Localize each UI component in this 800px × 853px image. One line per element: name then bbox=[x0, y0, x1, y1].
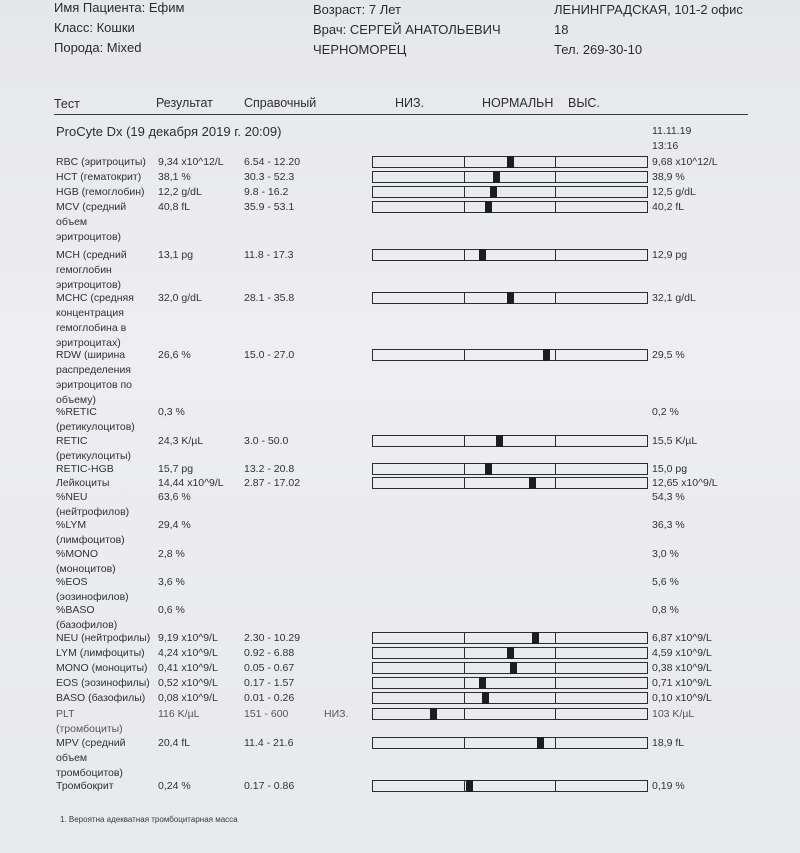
test-result: 29,4 % bbox=[158, 519, 191, 531]
test-result: 4,24 x10^9/L bbox=[158, 647, 218, 659]
previous-result: 0,8 % bbox=[652, 604, 679, 616]
result-marker bbox=[479, 249, 486, 261]
test-result: 0,52 x10^9/L bbox=[158, 677, 218, 689]
analyzer-title: ProCyte Dx (19 декабря 2019 г. 20:09) bbox=[56, 124, 282, 139]
range-bar bbox=[372, 632, 648, 644]
previous-result: 0,38 x10^9/L bbox=[652, 662, 712, 674]
test-name: EOS (эозинофилы) bbox=[56, 677, 150, 689]
test-name: BASO (базофилы) bbox=[56, 692, 146, 704]
test-name: %MONO bbox=[56, 548, 98, 560]
result-marker bbox=[507, 156, 514, 168]
test-name: RETIC bbox=[56, 435, 88, 447]
range-divider bbox=[464, 693, 465, 703]
test-name: (нейтрофилов) bbox=[56, 506, 130, 518]
range-divider bbox=[555, 633, 556, 643]
range-divider bbox=[555, 478, 556, 488]
previous-result: 36,3 % bbox=[652, 519, 685, 531]
result-marker bbox=[493, 171, 500, 183]
range-bar bbox=[372, 156, 648, 168]
result-marker bbox=[466, 780, 473, 792]
previous-result: 12,5 g/dL bbox=[652, 186, 696, 198]
test-name: HCT (гематокрит) bbox=[56, 171, 142, 183]
result-marker bbox=[490, 186, 497, 198]
test-name: %RETIC bbox=[56, 406, 97, 418]
range-divider bbox=[464, 709, 465, 719]
range-divider bbox=[464, 436, 465, 446]
range-divider bbox=[464, 633, 465, 643]
test-result: 20,4 fL bbox=[158, 737, 191, 749]
range-divider bbox=[555, 436, 556, 446]
test-reference: 6.54 - 12.20 bbox=[244, 156, 301, 168]
test-name: концентрация bbox=[56, 307, 124, 319]
range-bar bbox=[372, 249, 648, 261]
test-name: %BASO bbox=[56, 604, 95, 616]
range-divider bbox=[464, 187, 465, 197]
range-divider bbox=[464, 663, 465, 673]
test-name: HGB (гемоглобин) bbox=[56, 186, 145, 198]
result-marker bbox=[485, 201, 492, 213]
test-name: объем bbox=[56, 216, 88, 228]
previous-result: 103 K/µL bbox=[652, 708, 695, 720]
range-divider bbox=[464, 202, 465, 212]
result-marker bbox=[529, 477, 536, 489]
test-name: MCHC (средняя bbox=[56, 292, 134, 304]
test-result: 14,44 x10^9/L bbox=[158, 477, 224, 489]
range-divider bbox=[555, 663, 556, 673]
range-divider bbox=[555, 648, 556, 658]
previous-result: 40,2 fL bbox=[652, 201, 685, 213]
previous-result: 18,9 fL bbox=[652, 737, 685, 749]
previous-result: 0,19 % bbox=[652, 780, 685, 792]
previous-result: 54,3 % bbox=[652, 491, 685, 503]
test-reference: 2.87 - 17.02 bbox=[244, 477, 301, 489]
previous-date: 11.11.19 bbox=[652, 125, 692, 137]
range-divider bbox=[555, 350, 556, 360]
test-name: PLT bbox=[56, 708, 75, 720]
test-result: 2,8 % bbox=[158, 548, 185, 560]
test-name: MCH (средний bbox=[56, 249, 127, 261]
test-reference: 30.3 - 52.3 bbox=[244, 171, 295, 183]
range-divider bbox=[464, 678, 465, 688]
test-reference: 2.30 - 10.29 bbox=[244, 632, 301, 644]
test-name: %LYM bbox=[56, 519, 87, 531]
result-marker bbox=[532, 632, 539, 644]
previous-result: 5,6 % bbox=[652, 576, 679, 588]
header-divider bbox=[54, 114, 748, 115]
test-reference: 0.92 - 6.88 bbox=[244, 647, 295, 659]
test-name: %EOS bbox=[56, 576, 88, 588]
test-result: 116 K/µL bbox=[158, 708, 200, 720]
range-divider bbox=[555, 738, 556, 748]
col-low: НИЗ. bbox=[395, 96, 425, 110]
range-bar bbox=[372, 662, 648, 674]
test-name: NEU (нейтрофилы) bbox=[56, 632, 151, 644]
col-normal: НОРМАЛЬН bbox=[482, 96, 554, 110]
test-name: тромбоцитов) bbox=[56, 767, 123, 779]
range-divider bbox=[555, 202, 556, 212]
patient-class: Класс: Кошки bbox=[54, 20, 135, 35]
previous-result: 3,0 % bbox=[652, 548, 679, 560]
range-bar bbox=[372, 737, 648, 749]
patient-breed: Порода: Mixed bbox=[54, 40, 142, 55]
test-name: Лейкоциты bbox=[56, 477, 110, 489]
test-name: эритроцитов) bbox=[56, 231, 122, 243]
range-bar bbox=[372, 708, 648, 720]
test-reference: 0.17 - 0.86 bbox=[244, 780, 295, 792]
test-name: эритроцитов по bbox=[56, 379, 132, 391]
range-bar bbox=[372, 692, 648, 704]
range-divider bbox=[555, 781, 556, 791]
test-result: 26,6 % bbox=[158, 349, 191, 361]
test-name: объем bbox=[56, 752, 88, 764]
range-divider bbox=[464, 293, 465, 303]
range-divider bbox=[555, 709, 556, 719]
previous-result: 0,71 x10^9/L bbox=[652, 677, 712, 689]
range-bar bbox=[372, 677, 648, 689]
test-reference: 9.8 - 16.2 bbox=[244, 186, 289, 198]
test-name: (базофилов) bbox=[56, 619, 118, 631]
range-bar bbox=[372, 201, 648, 213]
range-divider bbox=[464, 781, 465, 791]
clinic-address: ЛЕНИНГРАДСКАЯ, 101-2 офис bbox=[554, 2, 743, 17]
range-divider bbox=[555, 172, 556, 182]
test-reference: 28.1 - 35.8 bbox=[244, 292, 295, 304]
range-bar bbox=[372, 463, 648, 475]
test-name: MPV (средний bbox=[56, 737, 126, 749]
test-result: 3,6 % bbox=[158, 576, 185, 588]
col-reference: Справочный bbox=[244, 96, 317, 110]
doctor-surname: ЧЕРНОМОРЕЦ bbox=[313, 42, 407, 57]
range-divider bbox=[555, 678, 556, 688]
test-name: MCV (средний bbox=[56, 201, 127, 213]
range-bar bbox=[372, 477, 648, 489]
test-result: 40,8 fL bbox=[158, 201, 191, 213]
result-marker bbox=[507, 647, 514, 659]
test-name: (ретикулоцитов) bbox=[56, 421, 135, 433]
range-divider bbox=[464, 478, 465, 488]
doctor-name: Врач: СЕРГЕЙ АНАТОЛЬЕВИЧ bbox=[313, 22, 501, 37]
test-result: 63,6 % bbox=[158, 491, 191, 503]
result-marker bbox=[537, 737, 544, 749]
test-reference: 15.0 - 27.0 bbox=[244, 349, 295, 361]
result-marker bbox=[485, 463, 492, 475]
test-result: 0,08 x10^9/L bbox=[158, 692, 218, 704]
range-bar bbox=[372, 780, 648, 792]
previous-result: 9,68 x10^12/L bbox=[652, 156, 718, 168]
range-divider bbox=[555, 293, 556, 303]
test-name: (ретикулоциты) bbox=[56, 450, 132, 462]
clinic-address-office: 18 bbox=[554, 22, 569, 37]
test-name: гемоглобина в bbox=[56, 322, 127, 334]
range-divider bbox=[464, 738, 465, 748]
test-name: (моноцитов) bbox=[56, 563, 116, 575]
test-reference: 151 - 600 bbox=[244, 708, 289, 720]
col-high: ВЫС. bbox=[568, 96, 600, 110]
test-name: объему) bbox=[56, 394, 96, 406]
test-result: 32,0 g/dL bbox=[158, 292, 202, 304]
result-marker bbox=[510, 662, 517, 674]
result-marker bbox=[543, 349, 550, 361]
range-divider bbox=[464, 250, 465, 260]
test-reference: 0.05 - 0.67 bbox=[244, 662, 295, 674]
result-marker bbox=[479, 677, 486, 689]
patient-name: Имя Пациента: Ефим bbox=[54, 0, 185, 15]
range-divider bbox=[464, 648, 465, 658]
range-bar bbox=[372, 186, 648, 198]
test-name: MONO (моноциты) bbox=[56, 662, 148, 674]
range-divider bbox=[464, 172, 465, 182]
previous-result: 29,5 % bbox=[652, 349, 685, 361]
previous-result: 12,65 x10^9/L bbox=[652, 477, 718, 489]
low-flag: НИЗ. bbox=[324, 708, 349, 720]
result-marker bbox=[430, 708, 437, 720]
range-divider bbox=[555, 157, 556, 167]
test-name: (тромбоциты) bbox=[56, 723, 123, 735]
test-reference: 11.4 - 21.6 bbox=[244, 737, 294, 749]
patient-age: Возраст: 7 Лет bbox=[313, 2, 401, 17]
range-divider bbox=[555, 250, 556, 260]
test-result: 0,6 % bbox=[158, 604, 185, 616]
test-result: 13,1 pg bbox=[158, 249, 194, 261]
test-name: (лимфоцитов) bbox=[56, 534, 125, 546]
previous-result: 4,59 x10^9/L bbox=[652, 647, 712, 659]
range-divider bbox=[464, 350, 465, 360]
test-name: (эозинофилов) bbox=[56, 591, 129, 603]
previous-time: 13:16 bbox=[652, 140, 679, 152]
test-name: эритроцитов) bbox=[56, 279, 122, 291]
test-name: Тромбокрит bbox=[56, 780, 114, 792]
range-bar bbox=[372, 435, 648, 447]
test-reference: 11.8 - 17.3 bbox=[244, 249, 294, 261]
test-reference: 13.2 - 20.8 bbox=[244, 463, 295, 475]
col-test: Тест bbox=[54, 97, 80, 111]
previous-result: 12,9 pg bbox=[652, 249, 688, 261]
range-divider bbox=[464, 157, 465, 167]
test-reference: 35.9 - 53.1 bbox=[244, 201, 295, 213]
previous-result: 15,0 pg bbox=[652, 463, 688, 475]
test-result: 9,34 x10^12/L bbox=[158, 156, 224, 168]
test-name: эритроцитах) bbox=[56, 337, 121, 349]
test-result: 0,3 % bbox=[158, 406, 185, 418]
test-result: 12,2 g/dL bbox=[158, 186, 202, 198]
range-divider bbox=[555, 693, 556, 703]
test-reference: 3.0 - 50.0 bbox=[244, 435, 289, 447]
range-bar bbox=[372, 292, 648, 304]
range-divider bbox=[464, 464, 465, 474]
test-result: 24,3 K/µL bbox=[158, 435, 204, 447]
test-name: RBC (эритроциты) bbox=[56, 156, 146, 168]
test-reference: 0.01 - 0.26 bbox=[244, 692, 295, 704]
test-name: %NEU bbox=[56, 491, 88, 503]
result-marker bbox=[482, 692, 489, 704]
previous-result: 32,1 g/dL bbox=[652, 292, 696, 304]
test-name: RDW (ширина bbox=[56, 349, 126, 361]
result-marker bbox=[496, 435, 503, 447]
previous-result: 15,5 K/µL bbox=[652, 435, 698, 447]
range-bar bbox=[372, 171, 648, 183]
range-divider bbox=[555, 464, 556, 474]
test-name: LYM (лимфоциты) bbox=[56, 647, 145, 659]
range-bar bbox=[372, 349, 648, 361]
test-result: 9,19 x10^9/L bbox=[158, 632, 218, 644]
test-name: гемоглобин bbox=[56, 264, 112, 276]
test-result: 0,41 x10^9/L bbox=[158, 662, 218, 674]
col-result: Результат bbox=[156, 96, 213, 110]
test-reference: 0.17 - 1.57 bbox=[244, 677, 295, 689]
range-divider bbox=[555, 187, 556, 197]
result-marker bbox=[507, 292, 514, 304]
test-result: 0,24 % bbox=[158, 780, 191, 792]
previous-result: 38,9 % bbox=[652, 171, 685, 183]
clinic-phone: Тел. 269-30-10 bbox=[554, 42, 643, 57]
test-result: 15,7 pg bbox=[158, 463, 194, 475]
range-bar bbox=[372, 647, 648, 659]
previous-result: 6,87 x10^9/L bbox=[652, 632, 712, 644]
previous-result: 0,10 x10^9/L bbox=[652, 692, 712, 704]
test-name: RETIC-HGB bbox=[56, 463, 114, 475]
test-result: 38,1 % bbox=[158, 171, 191, 183]
footnote: 1. Вероятна адекватная тромбоцитарная масса bbox=[60, 815, 238, 824]
previous-result: 0,2 % bbox=[652, 406, 679, 418]
test-name: распределения bbox=[56, 364, 131, 376]
